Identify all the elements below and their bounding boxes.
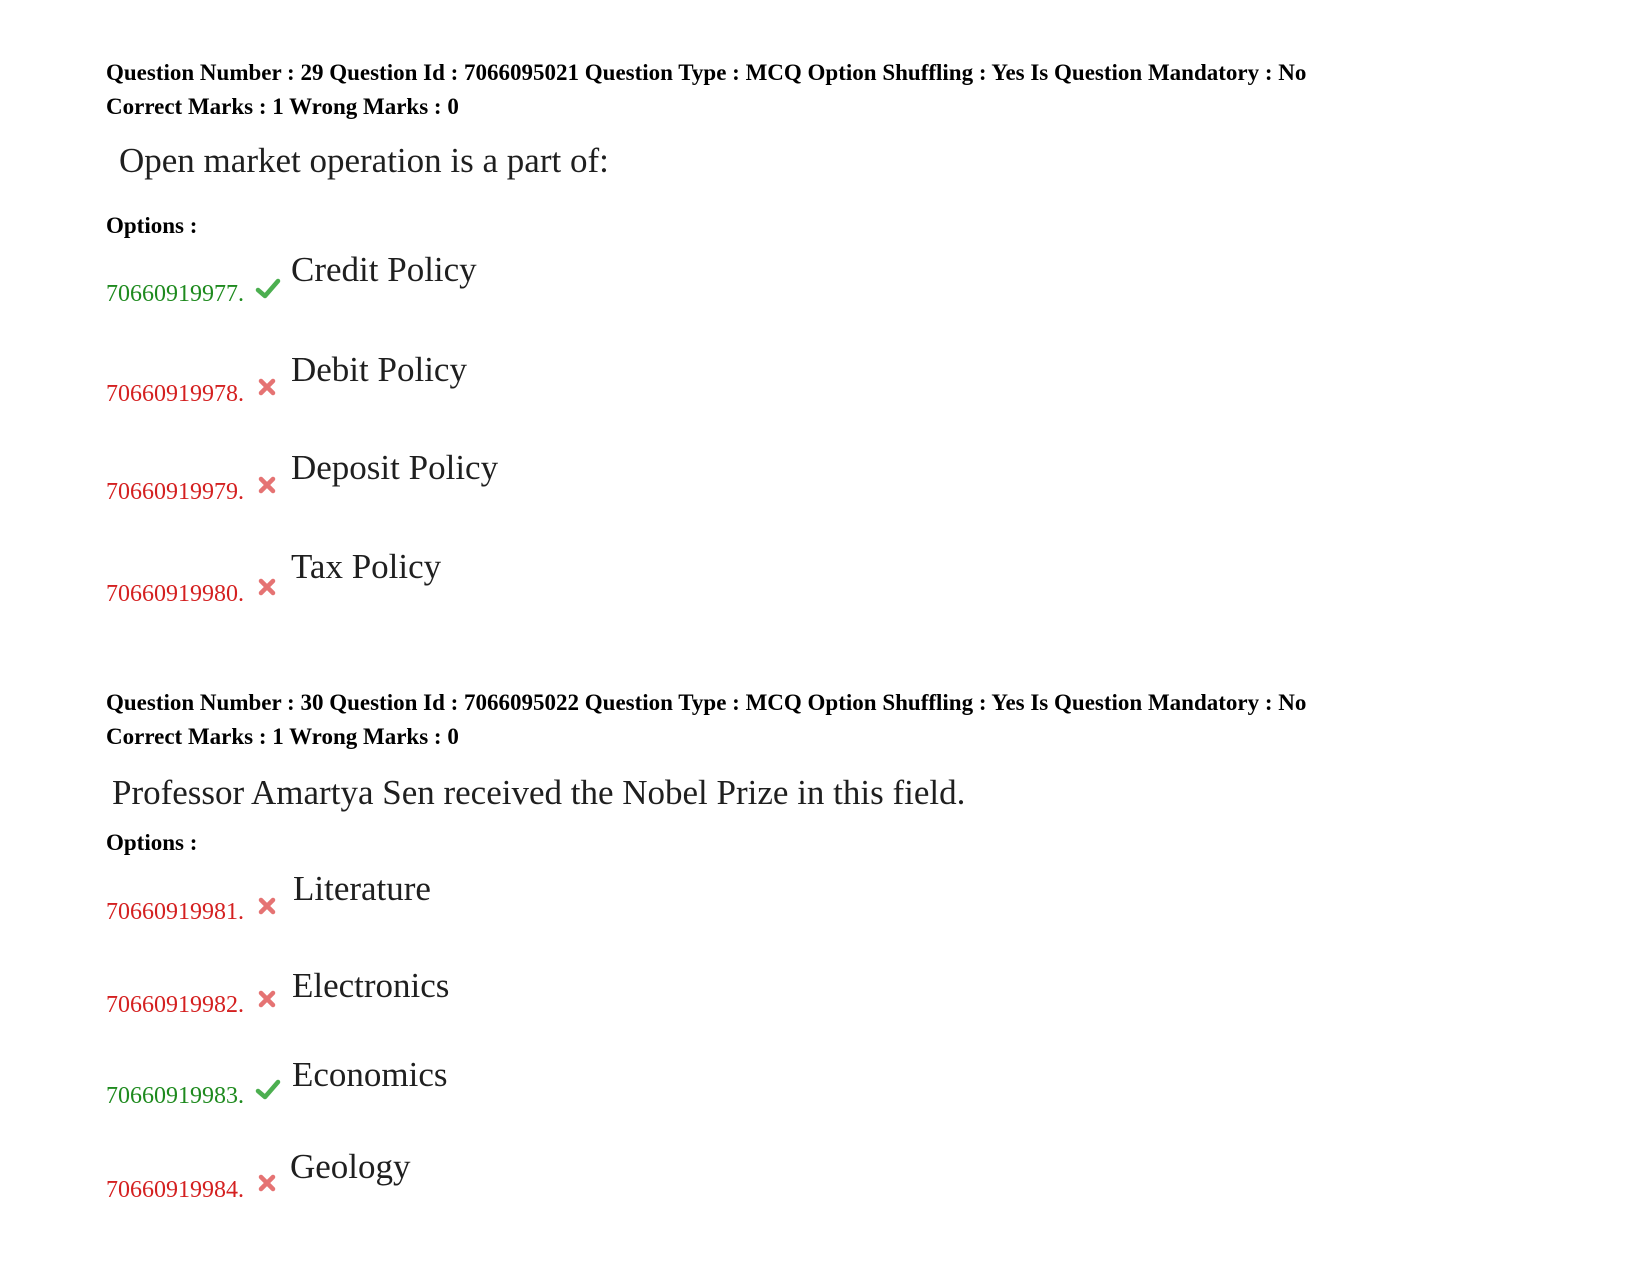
question-marks-line: Correct Marks : 1 Wrong Marks : 0 bbox=[106, 724, 459, 749]
options-label: Options : bbox=[106, 830, 198, 855]
option-text: Economics bbox=[292, 1055, 448, 1094]
question-text: Professor Amartya Sen received the Nobel Prize in this field. bbox=[112, 773, 966, 812]
cross-icon bbox=[257, 377, 277, 397]
option-id: 70660919980. bbox=[106, 581, 244, 607]
cross-icon bbox=[257, 475, 277, 495]
options-label: Options : bbox=[106, 213, 198, 238]
option-text: Literature bbox=[293, 869, 431, 908]
option-id: 70660919984. bbox=[106, 1177, 244, 1203]
option-id: 70660919983. bbox=[106, 1083, 244, 1109]
option-text: Tax Policy bbox=[291, 547, 442, 586]
option-text: Credit Policy bbox=[291, 250, 477, 289]
option-text: Geology bbox=[290, 1147, 411, 1186]
option-text: Debit Policy bbox=[291, 350, 467, 389]
question-text: Open market operation is a part of: bbox=[119, 141, 609, 180]
cross-icon bbox=[257, 1173, 277, 1193]
option-id: 70660919982. bbox=[106, 992, 244, 1018]
option-text: Electronics bbox=[292, 966, 450, 1005]
option-text: Deposit Policy bbox=[291, 448, 499, 487]
option-id: 70660919978. bbox=[106, 381, 244, 407]
check-icon bbox=[255, 276, 281, 302]
question-marks-line: Correct Marks : 1 Wrong Marks : 0 bbox=[106, 94, 459, 119]
option-id: 70660919981. bbox=[106, 899, 244, 925]
cross-icon bbox=[257, 577, 277, 597]
option-id: 70660919979. bbox=[106, 479, 244, 505]
check-icon bbox=[255, 1077, 281, 1103]
cross-icon bbox=[257, 896, 277, 916]
cross-icon bbox=[257, 989, 277, 1009]
question-meta-line: Question Number : 30 Question Id : 7066095022 Question Type : MCQ Option Shuffling : Yes Is Question Mandatory : No bbox=[106, 690, 1307, 715]
question-meta-line: Question Number : 29 Question Id : 7066095021 Question Type : MCQ Option Shuffling : Yes Is Question Mandatory : No bbox=[106, 60, 1307, 85]
option-id: 70660919977. bbox=[106, 281, 244, 307]
